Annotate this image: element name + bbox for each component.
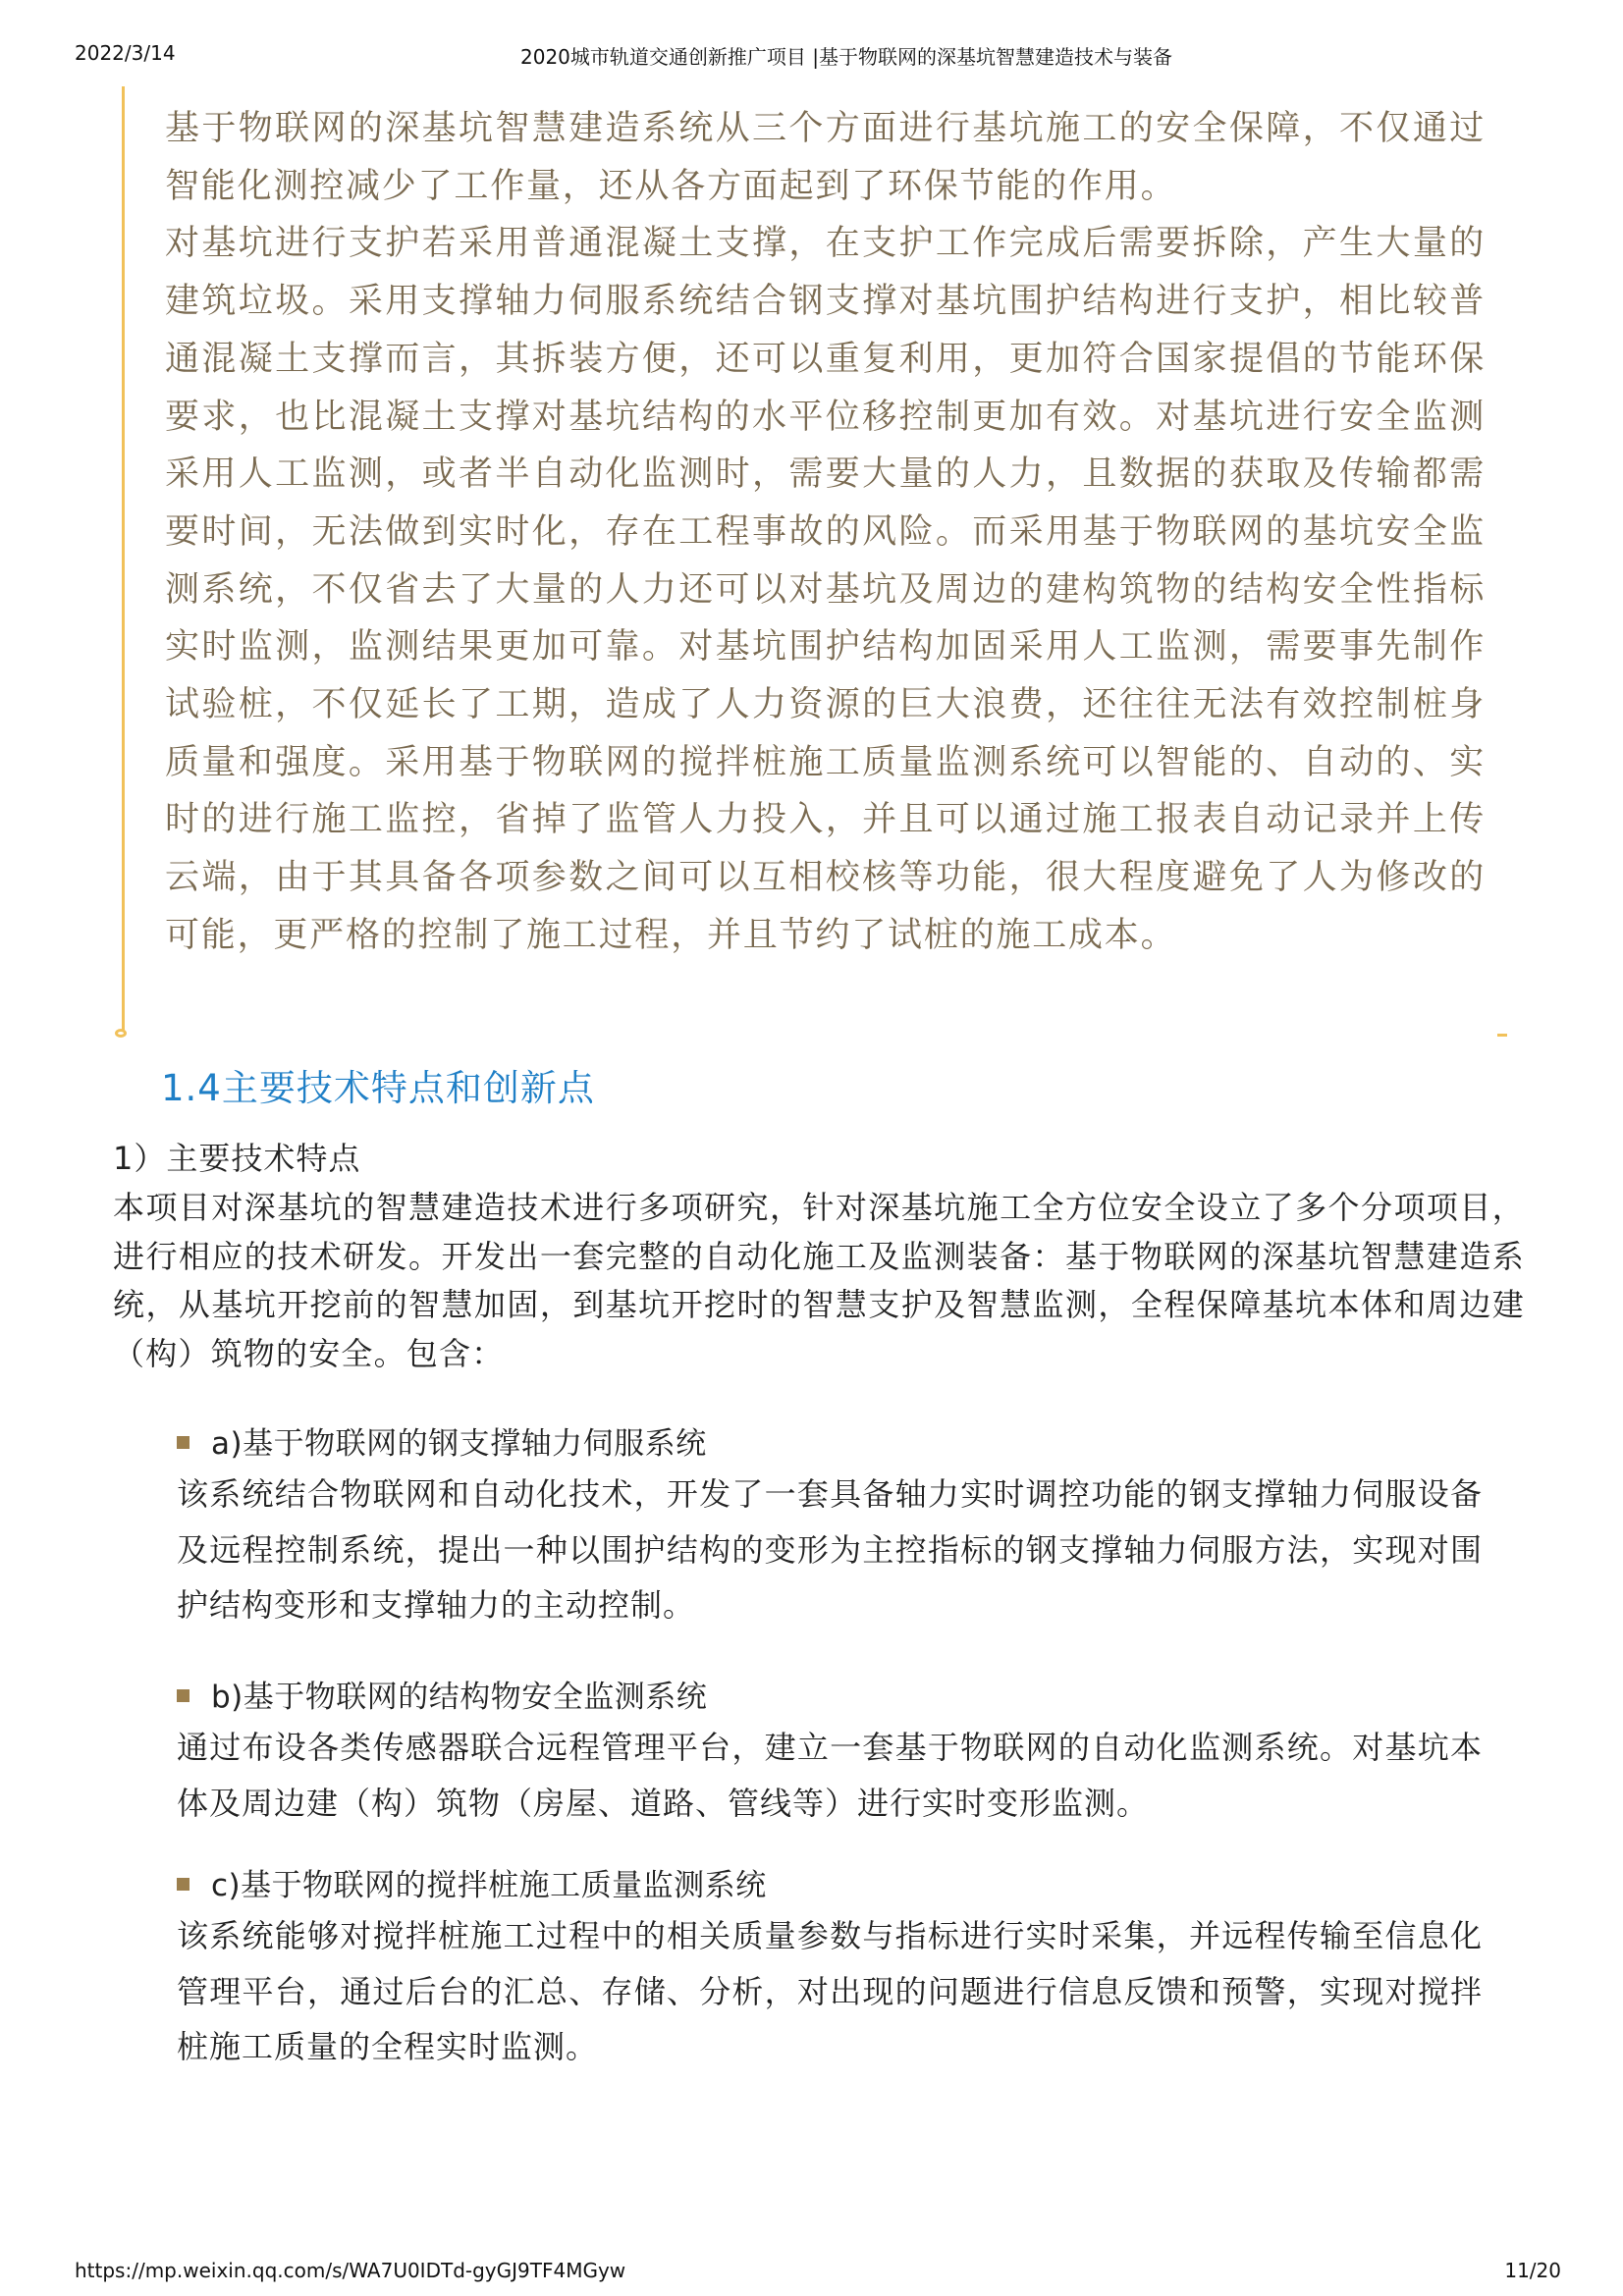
print-header-title: 2020城市轨道交通创新推广项目 |基于物联网的深基坑智慧建造技术与装备	[520, 45, 1172, 69]
feature-item-b-title	[177, 1672, 707, 1716]
quote-paragraph-1: 基于物联网的深基坑智慧建造系统从三个方面进行基坑施工的安全保障，不仅通过智能化测控减少了工作量，还从各方面起到了环保节能的作用。	[165, 109, 1486, 206]
page-number: 11/20	[1504, 2259, 1561, 2282]
feature-item-c-desc: 该系统能够对搅拌桩施工过程中的相关质量参数与指标进行实时采集，并远程传输至信息化管理平台，通过后台的汇总、存储、分析，对出现的问题进行信息反馈和预警，实现对搅拌桩施工质量的全程实时监测。	[177, 1917, 1483, 2065]
features-heading: 1）主要技术特点	[113, 1140, 361, 1177]
section-heading: 1.4主要技术特点和创新点	[161, 1067, 595, 1109]
feature-item-c-label: c)基于物联网的搅拌桩施工质量监测系统	[211, 1868, 767, 1903]
quote-border-end	[115, 1029, 127, 1038]
bullet-square-icon	[177, 1689, 189, 1702]
feature-item-a-desc: 该系统结合物联网和自动化技术，开发了一套具备轴力实时调控功能的钢支撑轴力伺服设备及远程控制系统，提出一种以围护结构的变形为主控指标的钢支撑轴力伺服方法，实现对围护结构变形和支撑轴力的主动控制。	[177, 1475, 1483, 1624]
feature-item-a-title	[177, 1418, 707, 1463]
quote-border-dash	[1497, 1034, 1507, 1037]
footer-url: https://mp.weixin.qq.com/s/WA7U0IDTd-gyGJ9TF4MGyw	[75, 2259, 626, 2282]
intro-paragraph: 本项目对深基坑的智慧建造技术进行多项研究，针对深基坑施工全方位安全设立了多个分项项目，进行相应的技术研发。开发出一套完整的自动化施工及监测装备：基于物联网的深基坑智慧建造系统，从基坑开挖前的智慧加固，到基坑开挖时的智慧支护及智慧监测，全程保障基坑本体和周边建（构）筑物的安全。包含：	[113, 1189, 1525, 1372]
bullet-square-icon	[177, 1436, 189, 1449]
print-date: 2022/3/14	[75, 41, 176, 65]
feature-item-a-label: a)基于物联网的钢支撑轴力伺服系统	[211, 1426, 707, 1462]
feature-item-c-title	[177, 1860, 767, 1904]
bullet-square-icon	[177, 1878, 189, 1891]
quote-paragraph-2: 对基坑进行支护若采用普通混凝土支撑，在支护工作完成后需要拆除，产生大量的建筑垃圾。采用支撑轴力伺服系统结合钢支撑对基坑围护结构进行支护，相比较普通混凝土支撑而言，其拆装方便，还可以重复利用，更加符合国家提倡的节能环保要求，也比混凝土支撑对基坑结构的水平位移控制更加有效。对基坑进行安全监测采用人工监测，或者半自动化监测时，需要大量的人力，且数据的获取及传输都需要时间，无法做到实时化，存在工程事故的风险。而采用基于物联网的基坑安全监测系统，不仅省去了大量的人力还可以对基坑及周边的建构筑物的结构安全性指标实时监测，监测结果更加可靠。对基坑围护结构加固采用人工监测，需要事先制作试验桩，不仅延长了工期，造成了人力资源的巨大浪费，还往往无法有效控制桩身质量和强度。采用基于物联网的搅拌桩施工质量监测系统可以智能的、自动的、实时的进行施工监控，省掉了监管人力投入，并且可以通过施工报表自动记录并上传云端，由于其具备各项参数之间可以互相校核等功能，很大程度避免了人为修改的可能，更严格的控制了施工过程，并且节约了试桩的施工成本。	[165, 224, 1486, 955]
feature-item-b-desc: 通过布设各类传感器联合远程管理平台，建立一套基于物联网的自动化监测系统。对基坑本体及周边建（构）筑物（房屋、道路、管线等）进行实时变形监测。	[177, 1729, 1483, 1822]
quote-border	[122, 86, 125, 1031]
feature-item-b-label: b)基于物联网的结构物安全监测系统	[211, 1680, 708, 1715]
quote-block	[165, 100, 1486, 965]
